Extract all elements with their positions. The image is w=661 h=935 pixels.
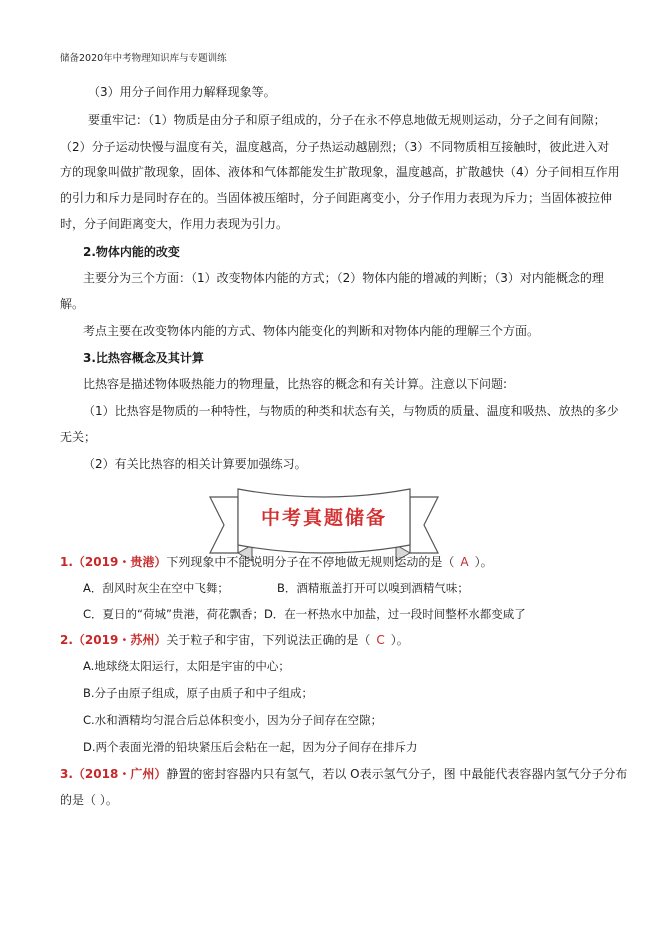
text-line: （2）分子运动快慢与温度有关，温度越高，分子热运动越剧烈；（3）不同物质相互接触时，彼此进入对: [60, 140, 610, 154]
question-3: [60, 766, 627, 782]
text-line: 方的现象叫做扩散现象，固体、液体和气体都能发生扩散现象，温度越高，扩散越快（4）分子间相互作用: [60, 165, 620, 179]
option-c: C.水和酒精均匀混合后总体积变小，因为分子间存在空隙；: [83, 713, 383, 727]
option-b: B.分子由原子组成，原子由质子和中子组成；: [83, 686, 314, 700]
text-line: （3）用分子间作用力解释现象等。: [88, 85, 276, 99]
question-number: 1.: [60, 555, 73, 569]
question-2: [60, 632, 409, 648]
question-source: （2019・苏州）: [72, 633, 167, 647]
question-close: ）。: [390, 633, 409, 647]
question-close: ）。: [474, 555, 493, 569]
question-1: [60, 554, 493, 570]
text-line: （2）有关比热容的相关计算要加强练习。: [83, 457, 307, 471]
text-line: 主要分为三个方面：（1）改变物体内能的方式；（2）物体内能的增减的判断；（3）对内能概念的理: [83, 271, 604, 285]
question-stem-continued: 的是（ ）。: [60, 793, 118, 807]
option-b: B．酒精瓶盖打开可以嗅到酒精气味；: [277, 581, 469, 595]
text-line: 要重牢记：（1）物质是由分子和原子组成的，分子在永不停息地做无规则运动，分子之间有间隙；: [88, 113, 606, 127]
section-title: 3.比热容概念及其计算: [83, 351, 204, 365]
question-answer: C: [376, 633, 385, 647]
question-stem: 静置的密封容器内只有氢气，若以 O表示氢气分子，图 中最能代表容器内氢气分子分布: [166, 767, 628, 781]
question-stem: 关于粒子和宇宙，下列说法正确的是（: [166, 633, 371, 647]
question-source: （2019・贵港）: [72, 555, 167, 569]
question-source: （2018・广州）: [72, 767, 167, 781]
section-title: 2.物体内能的改变: [83, 245, 180, 259]
text-line: （1）比热容是物质的一种特性，与物质的种类和状态有关，与物质的质量、温度和吸热、放热的多少: [83, 404, 619, 418]
text-line: 的引力和斥力是同时存在的。当固体被压缩时，分子间距离变小，分子作用力表现为斥力；当固体被拉伸: [60, 191, 613, 205]
text-line: 无关；: [60, 430, 97, 444]
banner-title: 中考真题储备: [260, 507, 387, 529]
text-line: 解。: [60, 297, 85, 311]
option-d: D.两个表面光滑的铅块紧压后会粘在一起，因为分子间存在排斥力: [83, 740, 418, 754]
question-answer: A: [460, 555, 469, 569]
text-line: 比热容是描述物体吸热能力的物理量，比热容的概念和有关计算。注意以下问题:: [83, 377, 508, 391]
option-cd: C．夏日的“荷城”贵港，荷花飘香；D．在一杯热水中加盐，过一段时间整杯水都变咸了: [83, 607, 526, 621]
text-line: 时，分子间距离变大，作用力表现为引力。: [60, 217, 289, 231]
page-header: 储备2020年中考物理知识库与专题训练: [60, 53, 227, 64]
option-a: A.地球绕太阳运行，太阳是宇宙的中心；: [83, 659, 290, 673]
question-number: 2.: [60, 633, 73, 647]
question-stem: 下列现象中不能说明分子在不停地做无规则运动的是（: [166, 555, 455, 569]
question-number: 3.: [60, 767, 73, 781]
text-line: 考点主要在改变物体内能的方式、物体内能变化的判断和对物体内能的理解三个方面。: [83, 324, 540, 338]
option-a: A．刮风时灰尘在空中飞舞；: [83, 581, 229, 595]
